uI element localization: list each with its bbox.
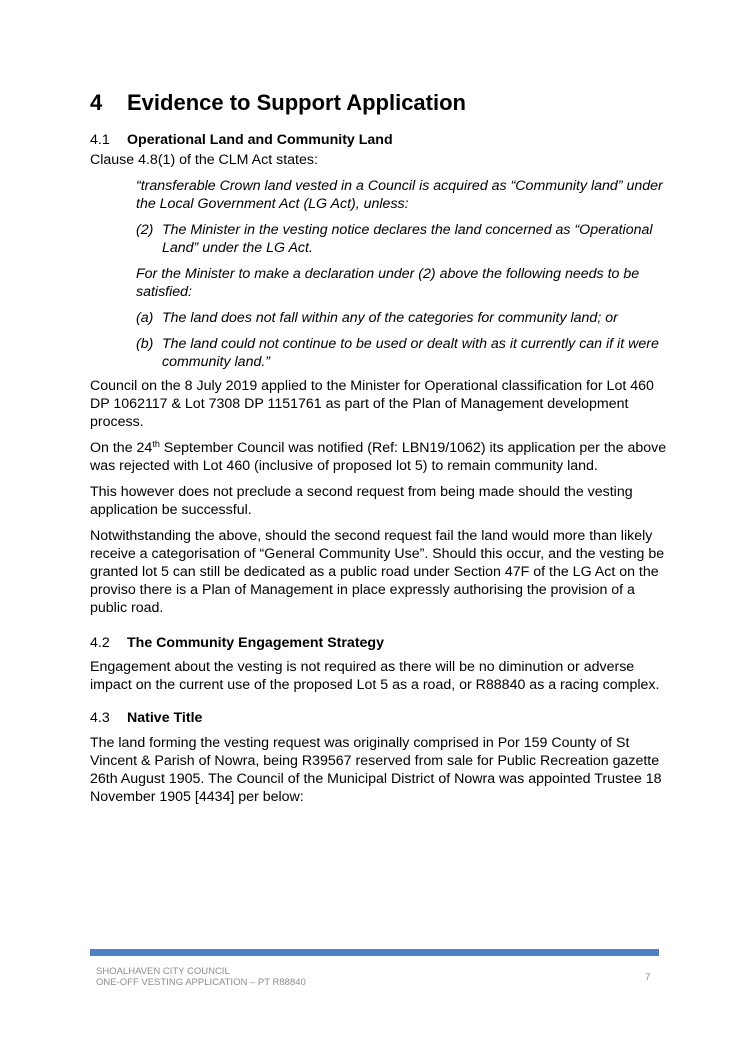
footer-organisation: SHOALHAVEN CITY COUNCIL: [96, 966, 230, 977]
body-content: [90, 130, 670, 806]
quote-list-item: [90, 221, 670, 257]
quote-list-item: [90, 335, 670, 371]
list-marker: (b): [136, 336, 154, 352]
quote-paragraph: For the Minister to make a declaration under (2) above the following needs to be satisfied:: [136, 266, 640, 300]
subsection-number: 4.3: [90, 710, 110, 726]
subsection-number: 4.2: [90, 635, 110, 651]
footer-rule: [90, 949, 659, 956]
subsection-title: The Community Engagement Strategy: [127, 635, 384, 651]
list-marker: (a): [136, 310, 154, 326]
paragraph: Notwithstanding the above, should the second request fail the land would more than likely receive a categorisation of “General Community Use”. Should this occur, and the vesting be granted lot 5 can still be dedicated as a public road under Section 47F of the LG Act on the proviso there is a Plan of Management in place expressly authorising the provision of a public road.: [90, 528, 665, 616]
footer: [96, 966, 306, 988]
paragraph: Clause 4.8(1) of the CLM Act states:: [90, 152, 318, 168]
section-number: 4: [90, 90, 103, 115]
ordinal-suffix: th: [152, 439, 160, 449]
list-text: The Minister in the vesting notice declares the land concerned as “Operational Land” under the LG Act.: [162, 222, 653, 256]
paragraph-text: On the 24: [90, 440, 153, 456]
paragraph: Engagement about the vesting is not required as there will be no diminution or adverse impact on the current use of the proposed Lot 5 as a road, or R88840 as a racing complex.: [90, 659, 660, 693]
list-text: The land does not fall within any of the categories for community land; or: [162, 310, 618, 326]
subsection-heading-4-1: [90, 130, 670, 150]
subsection-heading-4-3: [90, 708, 670, 728]
footer-document-title: ONE-OFF VESTING APPLICATION – PT R88840: [96, 977, 306, 988]
subsection-heading-4-2: [90, 633, 670, 653]
subsection-title: Operational Land and Community Land: [127, 132, 393, 148]
quote-paragraph: “transferable Crown land vested in a Council is acquired as “Community land” under the Local Government Act (LG Act), unless:: [136, 178, 663, 212]
section-title: Evidence to Support Application: [127, 90, 466, 115]
page-number: 7: [645, 972, 651, 983]
paragraph-text: September Council was notified (Ref: LBN19/1062) its application per the above was rejected with Lot 460 (inclusive of proposed lot 5) to remain community land.: [90, 440, 667, 474]
list-text: The land could not continue to be used or dealt with as it currently can if it were community land.”: [162, 336, 659, 370]
paragraph: Council on the 8 July 2019 applied to the Minister for Operational classification for Lot 460 DP 1062117 & Lot 7308 DP 1151761 as part of the Plan of Management development process.: [90, 378, 654, 430]
quote-list-item: [90, 309, 670, 327]
subsection-title: Native Title: [127, 710, 203, 726]
paragraph: This however does not preclude a second request from being made should the vesting application be successful.: [90, 484, 633, 518]
subsection-number: 4.1: [90, 132, 110, 148]
list-marker: (2): [136, 222, 154, 238]
section-heading: [90, 88, 466, 118]
paragraph: The land forming the vesting request was originally comprised in Por 159 County of St Vincent & Parish of Nowra, being R39567 reserved from sale for Public Recreation gazette 26th August 1905. The Council of the Municipal District of Nowra was appointed Trustee 18 November 1905 [4434] per below:: [90, 735, 662, 805]
paragraph: [90, 439, 670, 475]
